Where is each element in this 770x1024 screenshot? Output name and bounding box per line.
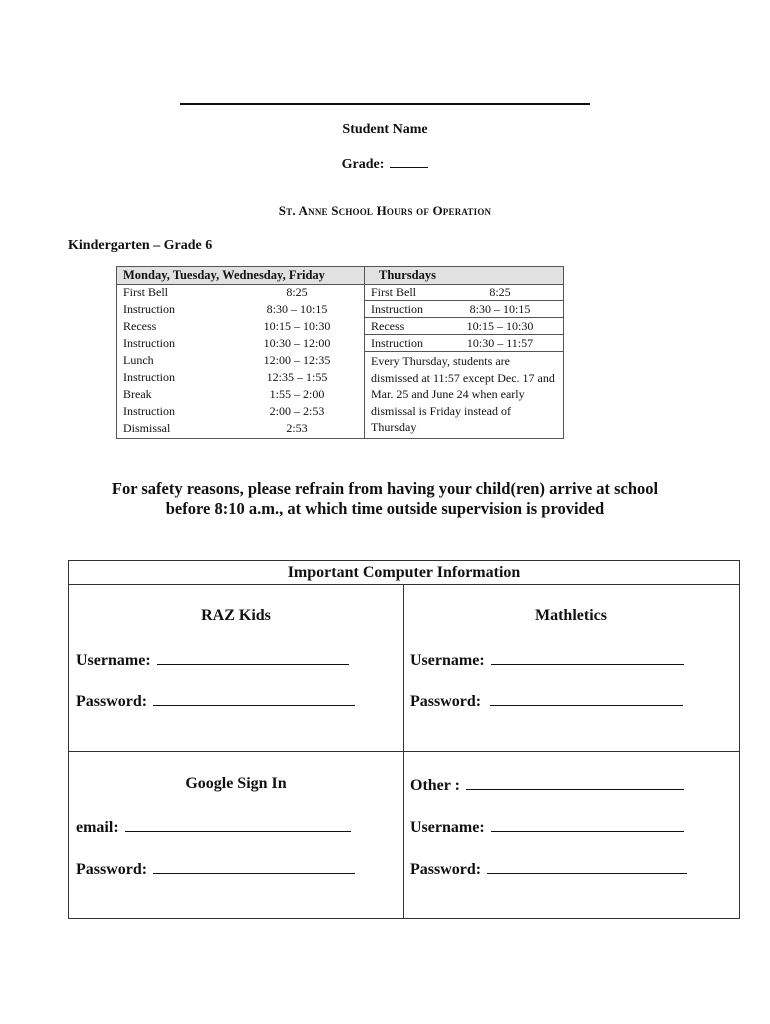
safety-line-1: For safety reasons, please refrain from having your child(ren) arrive at school — [111, 479, 659, 498]
thursday-schedule — [365, 267, 563, 438]
student-name-label: Student Name — [342, 122, 428, 137]
mathletics-username-field[interactable] — [410, 650, 684, 670]
raz-kids-username-field[interactable] — [76, 650, 349, 670]
table-row: Lunch 12:00 – 12:35 — [123, 353, 331, 367]
google-password-field[interactable] — [76, 859, 355, 879]
table-row: Dismissal 2:53 — [123, 421, 308, 435]
grade-label: Grade: — [341, 157, 385, 172]
raz-kids-username-blank[interactable] — [157, 650, 349, 665]
table-row: Recess 10:15 – 10:30 — [365, 318, 563, 335]
other-label: Other : — [410, 777, 460, 794]
raz-kids-password-label: Password: — [76, 693, 148, 710]
mathletics-password-field[interactable] — [410, 691, 683, 711]
other-password-blank[interactable] — [487, 859, 687, 874]
other-username-blank[interactable] — [491, 817, 684, 832]
google-password-blank[interactable] — [153, 859, 355, 874]
google-sign-in-title: Google Sign In — [185, 775, 287, 792]
other-password-field[interactable] — [410, 859, 687, 879]
safety-line-2: before 8:10 a.m., at which time outside supervision is provided — [165, 499, 605, 518]
table-row: Recess 10:15 – 10:30 — [123, 319, 331, 333]
mathletics-password-label: Password: — [410, 693, 482, 710]
table-row: Break 1:55 – 2:00 — [123, 387, 325, 401]
thursday-note: Every Thursday, students are dismissed at 11:57 except Dec. 17 and Mar. 25 and June 24 when early dismissal is Friday instead of Thursday — [371, 354, 555, 434]
google-email-label: email: — [76, 819, 119, 836]
google-email-blank[interactable] — [125, 817, 351, 832]
mathletics-username-blank[interactable] — [491, 650, 684, 665]
table-row: Instruction 10:30 – 11:57 — [365, 335, 563, 352]
raz-kids-title: RAZ Kids — [201, 607, 271, 624]
other-username-field[interactable] — [410, 817, 684, 837]
computer-info-title: Important Computer Information — [69, 561, 739, 585]
google-password-label: Password: — [76, 861, 148, 878]
weekday-schedule — [117, 267, 365, 438]
schedule-table — [116, 266, 564, 439]
table-row: First Bell 8:25 — [123, 285, 308, 299]
mathletics-username-label: Username: — [410, 652, 485, 669]
google-email-field[interactable] — [76, 817, 351, 837]
table-row: Instruction 2:00 – 2:53 — [123, 404, 325, 418]
grade-blank — [390, 155, 428, 168]
other-password-label: Password: — [410, 861, 482, 878]
table-row: First Bell 8:25 — [365, 284, 563, 301]
other-field[interactable] — [410, 775, 684, 795]
grade-line — [0, 155, 770, 173]
table-row: Instruction 8:30 – 10:15 — [123, 302, 328, 316]
raz-kids-password-blank[interactable] — [153, 691, 355, 706]
hours-title: St. Anne School Hours of Operation — [278, 203, 492, 218]
table-row: Instruction 8:30 – 10:15 — [365, 301, 563, 318]
table-row: Instruction 12:35 – 1:55 — [123, 370, 328, 384]
raz-kids-username-label: Username: — [76, 652, 151, 669]
thursday-header: Thursdays — [365, 267, 563, 285]
divider — [69, 751, 739, 752]
table-row: Instruction 10:30 – 12:00 — [123, 336, 331, 350]
computer-info-table — [68, 560, 740, 919]
raz-kids-password-field[interactable] — [76, 691, 355, 711]
mathletics-password-blank[interactable] — [490, 691, 683, 706]
other-username-label: Username: — [410, 819, 485, 836]
mathletics-title: Mathletics — [535, 607, 607, 624]
student-name-line — [180, 103, 590, 105]
other-blank[interactable] — [466, 775, 684, 790]
safety-notice — [0, 479, 770, 519]
weekday-header: Monday, Tuesday, Wednesday, Friday — [117, 267, 364, 285]
grade-range: Kindergarten – Grade 6 — [68, 238, 213, 253]
